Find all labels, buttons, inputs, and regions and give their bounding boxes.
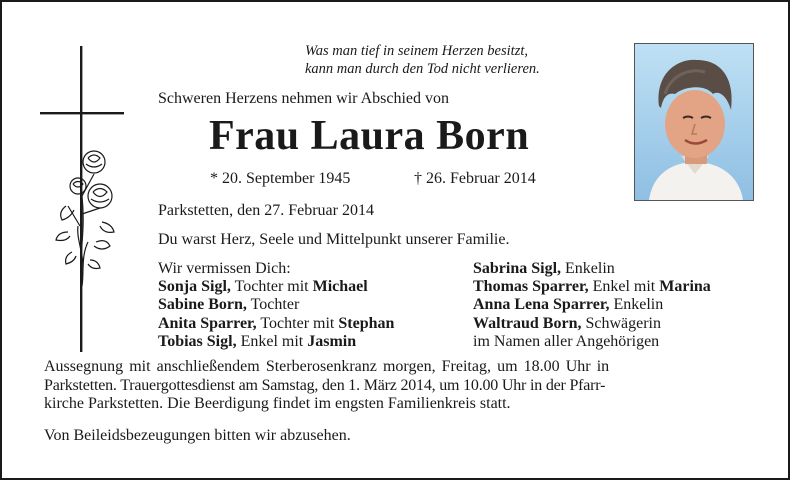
- mourner-partner: Jasmin: [307, 332, 357, 350]
- mourner-partner: Michael: [312, 278, 368, 296]
- mourners-left-column: [158, 260, 394, 351]
- mourner-name: Waltraud Born,: [473, 314, 582, 332]
- mourner-name: Tobias Sigl,: [158, 332, 237, 350]
- service-line-1: Aussegnung mit anschließendem Sterberosenkranz morgen, Freitag, um 18.00 Uhr in: [44, 358, 610, 375]
- mourner-entry: [473, 260, 711, 278]
- service-line-2: Parkstetten. Trauergottesdienst am Samstag, den 1. März 2014, um 10.00 Uhr in der Pfarr-: [44, 376, 606, 394]
- mourner-entry: [158, 278, 394, 296]
- tribute-line: Du warst Herz, Seele und Mittelpunkt unserer Familie.: [158, 231, 510, 248]
- cross-with-roses-icon: [38, 46, 128, 352]
- place-and-date: Parkstetten, den 27. Februar 2014: [158, 202, 374, 219]
- mourner-name: Anita Sparrer,: [158, 314, 257, 332]
- mourners-heading: Wir vermissen Dich:: [158, 260, 291, 277]
- mourners-footer: im Namen aller Angehörigen: [473, 332, 660, 350]
- death-date: † 26. Februar 2014: [414, 170, 536, 187]
- closing-line: Von Beileidsbezeugungen bitten wir abzusehen.: [44, 427, 351, 444]
- mourner-entry: [158, 315, 394, 333]
- deceased-name: Frau Laura Born: [209, 113, 530, 159]
- life-dates: [210, 170, 536, 188]
- intro-line: Schweren Herzens nehmen wir Abschied von: [158, 90, 450, 107]
- mourner-entry: [473, 315, 711, 333]
- mourners-right-column: [473, 260, 711, 351]
- mourner-name: Thomas Sparrer,: [473, 278, 589, 296]
- quote-line-2: kann man durch den Tod nicht verlieren.: [305, 61, 540, 77]
- mourner-entry: [473, 296, 711, 314]
- mourner-relation: Enkelin: [561, 260, 615, 277]
- mourner-name: Anna Lena Sparrer,: [473, 296, 610, 314]
- service-details: [44, 358, 754, 414]
- mourner-partner: Stephan: [338, 314, 395, 332]
- mourner-relation: Enkelin: [609, 296, 664, 314]
- portrait-photo: [634, 43, 754, 201]
- mourner-partner: Marina: [659, 278, 711, 296]
- mourner-relation: Enkel mit: [236, 332, 308, 350]
- mourner-name: Sabrina Sigl,: [473, 260, 562, 277]
- mourner-relation: Tochter: [246, 296, 300, 314]
- mourner-entry: [473, 278, 711, 296]
- quote-line-1: Was man tief in seinem Herzen besitzt,: [305, 43, 528, 59]
- mourner-relation: Schwägerin: [581, 314, 661, 332]
- mourner-entry: [158, 296, 394, 314]
- epitaph-quote: [305, 42, 625, 78]
- mourner-relation: Tochter mit: [256, 314, 339, 332]
- birth-date: * 20. September 1945: [210, 170, 351, 187]
- mourner-name: Sonja Sigl,: [158, 278, 231, 296]
- mourner-entry: [158, 333, 394, 351]
- mourner-relation: Tochter mit: [230, 278, 313, 296]
- mourner-name: Sabine Born,: [158, 296, 247, 314]
- service-line-3: kirche Parkstetten. Die Beerdigung findet im engsten Familienkreis statt.: [44, 395, 511, 413]
- mourner-relation: Enkel mit: [588, 278, 660, 296]
